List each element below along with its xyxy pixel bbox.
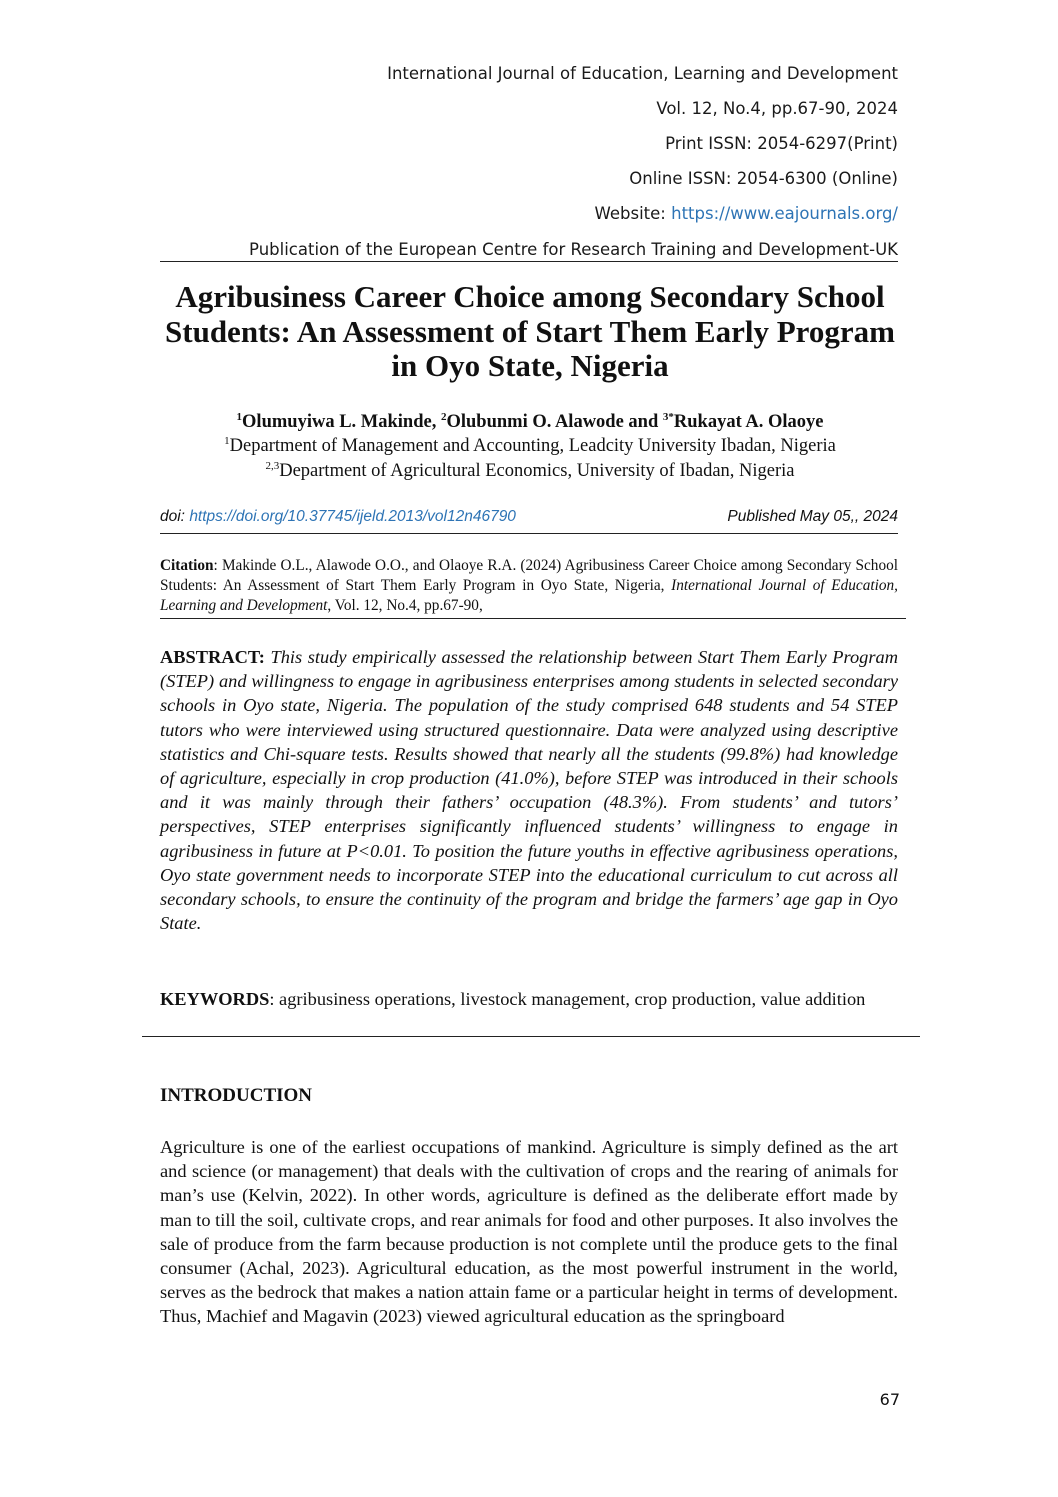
affiliation-1-sup: 1	[224, 435, 230, 447]
publisher-line: Publication of the European Centre for Research Training and Development-UK	[249, 240, 898, 259]
page-number: 67	[879, 1390, 900, 1409]
citation-text-a: : Makinde O.L., Alawode O.O., and Olaoye R.A. (2024) Agribusiness Career Choice among Secondary School Students: An Assessment of Start Them Early Program in Oyo State, Nigeria,	[160, 557, 898, 594]
doi	[160, 508, 516, 526]
introduction-heading: INTRODUCTION	[160, 1085, 313, 1106]
citation-text-b: , Vol. 12, No.4, pp.67-90,	[327, 597, 483, 614]
author-list	[100, 410, 960, 434]
keywords-divider	[142, 1036, 920, 1037]
doi-row	[160, 508, 898, 526]
author-1: Olumuyiwa L. Makinde,	[242, 412, 441, 432]
keywords-text: : agribusiness operations, livestock management, crop production, value addition	[269, 989, 866, 1009]
abstract-label: ABSTRACT:	[160, 647, 265, 667]
author-2: Olubunmi O. Alawode and	[446, 412, 663, 432]
author-1-sup: 1	[236, 411, 243, 423]
author-3: Rukayat A. Olaoye	[673, 412, 824, 432]
website-link[interactable]: https://www.eajournals.org/	[671, 204, 898, 223]
affiliation-2-text: Department of Agricultural Economics, University of Ibadan, Nigeria	[279, 461, 795, 481]
doi-link[interactable]: https://doi.org/10.37745/ijeld.2013/vol12n46790	[189, 508, 516, 525]
citation-journal: International Journal of Education, Learning and Development	[160, 577, 898, 614]
doi-label: doi:	[160, 508, 190, 525]
citation-label: Citation	[160, 557, 214, 574]
published-date: Published May 05,, 2024	[727, 508, 898, 525]
affiliation-2-sup: 2,3	[265, 460, 280, 472]
keywords-label: KEYWORDS	[160, 989, 270, 1009]
abstract-text: This study empirically assessed the relationship between Start Them Early Program (STEP) and willingness to engage in agribusiness enterprises among students in selected secondary schools in Oyo state, Nigeria. The population of the study comprised 648 students and 54 STEP tutors who were interviewed using structured questionnaire. Data were analyzed using descriptive statistics and Chi-square tests. Results showed that nearly all the students (99.8%) had knowledge of agriculture, especially in crop production (41.0%), before STEP was introduced in their schools and it was mainly through their fathers’ occupation (48.3%). From students’ and tutors’ perspectives, STEP enterprises significantly influenced students’ willingness to engage in agribusiness in future at P<0.01. To position the future youths in effective agribusiness operations, Oyo state government needs to incorporate STEP into the educational curriculum to cut across all secondary schools, to ensure the continuity of the program and bridge the farmers’ age gap in Oyo State.	[160, 647, 898, 934]
affiliation-1	[100, 434, 960, 458]
citation	[160, 556, 898, 616]
keywords	[160, 987, 898, 1012]
introduction-paragraph: Agriculture is one of the earliest occupations of mankind. Agriculture is simply defined as the art and science (or management) that deals with the cultivation of crops and the rearing of animals for man’s use (Kelvin, 2022). In other words, agriculture is defined as the deliberate effort made by man to till the soil, cultivate crops, and rear animals for food and other purposes. It also involves the sale of produce from the farm because production is not complete until the produce gets to the final consumer (Achal, 2023). Agricultural education, as the most powerful instrument in the world, serves as the bedrock that makes a nation attain fame or a particular height in terms of development. Thus, Machief and Magavin (2023) viewed agricultural education as the springboard	[160, 1137, 898, 1327]
affiliation-2	[100, 459, 960, 483]
citation-divider	[160, 618, 906, 619]
author-2-sup: 2	[440, 411, 447, 423]
author-3-sup: 3*	[662, 411, 674, 423]
website-line	[595, 204, 898, 223]
volume-info: Vol. 12, No.4, pp.67-90, 2024	[656, 99, 898, 118]
online-issn: Online ISSN: 2054-6300 (Online)	[629, 169, 898, 188]
affiliation-1-text: Department of Management and Accounting, Leadcity University Ibadan, Nigeria	[229, 436, 836, 456]
website-label: Website:	[594, 204, 672, 223]
paper-title: Agribusiness Career Choice among Secondary School Students: An Assessment of Start Them Early Program in Oyo State, Nigeria	[165, 279, 895, 383]
abstract	[160, 645, 898, 935]
print-issn: Print ISSN: 2054-6297(Print)	[665, 134, 898, 153]
journal-name: International Journal of Education, Learning and Development	[387, 64, 898, 83]
doi-divider	[160, 533, 898, 534]
header-divider	[160, 261, 898, 262]
